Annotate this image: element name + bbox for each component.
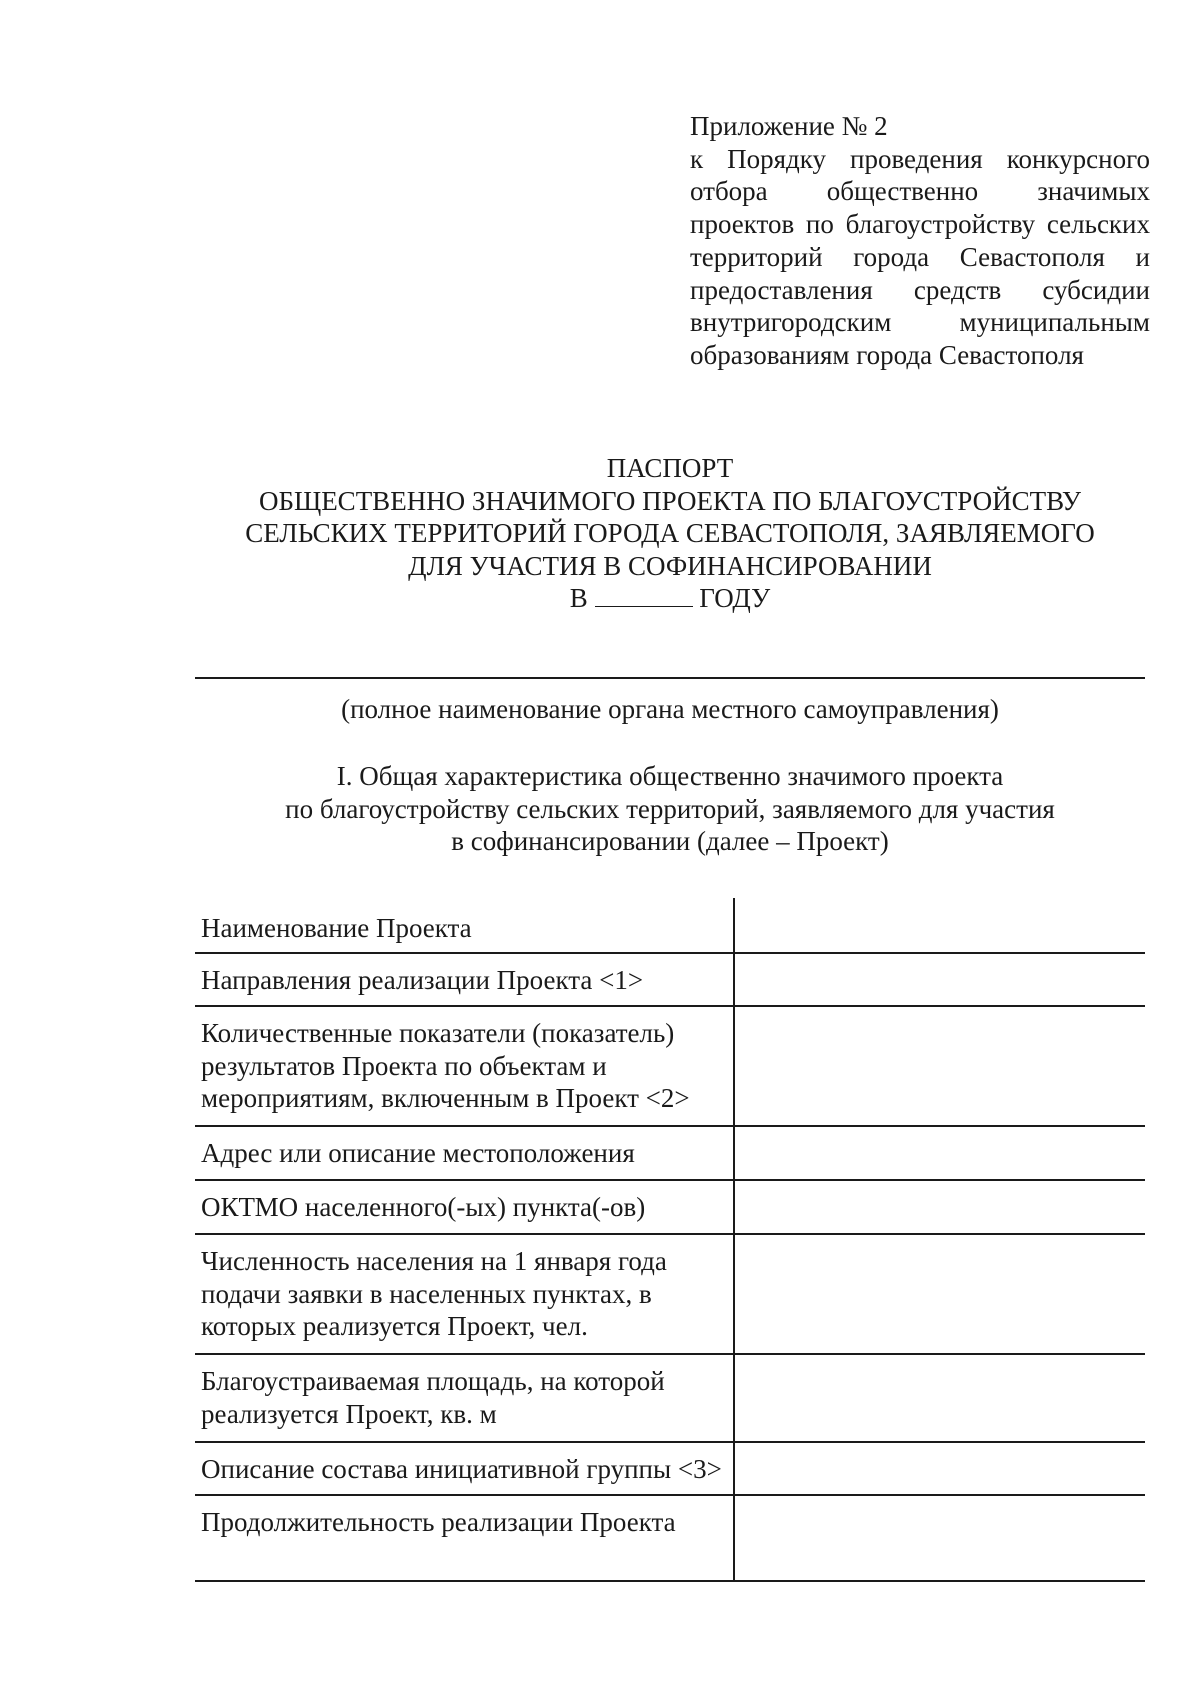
- row-label: Продолжительность реализации Проекта: [201, 1507, 676, 1537]
- table-row: [195, 1353, 1145, 1443]
- title-line-1: ПАСПОРТ: [606, 453, 734, 483]
- year-suffix: ГОДУ: [699, 583, 771, 613]
- row-label: ОКТМО населенного(-ых) пункта(-ов): [201, 1192, 646, 1222]
- section-line-2: по благоустройству сельских территорий, заявляемого для участия: [285, 793, 1055, 824]
- title-year-line: [180, 582, 1160, 615]
- section-line-3: в софинансировании (далее – Проект): [451, 826, 889, 856]
- title-line-3: СЕЛЬСКИХ ТЕРРИТОРИЙ ГОРОДА СЕВАСТОПОЛЯ, ЗАЯВЛЯЕМОГО: [245, 518, 1095, 548]
- section-line-1: I. Общая характеристика общественно значимого проекта: [336, 761, 1004, 791]
- title-line-4: ДЛЯ УЧАСТИЯ В СОФИНАНСИРОВАНИИ: [408, 550, 932, 581]
- row-label: Наименование Проекта: [201, 913, 472, 943]
- appendix-text: к Порядку проведения конкурсного отбора общественно значимых проектов по благоустройству сельских территорий города Севастополя и предоставления средств субсидии внутригородским муниципальным образованиям города Севастополя: [690, 143, 1150, 370]
- row-label: Количественные показатели (показатель) результатов Проекта по объектам и мероприятиям, включенным в Проект <2>: [201, 1018, 690, 1113]
- table-row: [195, 1179, 1145, 1235]
- row-label: Благоустраиваемая площадь, на которой реализуется Проект, кв. м: [201, 1366, 665, 1429]
- org-name-caption: (полное наименование органа местного самоуправления): [341, 694, 999, 724]
- appendix-number: Приложение № 2: [690, 111, 888, 141]
- row-label: Направления реализации Проекта <1>: [201, 965, 644, 995]
- document-title: [180, 452, 1160, 615]
- table-row: [195, 952, 1145, 1007]
- org-name-blank-line: [195, 677, 1145, 679]
- table-row: [195, 1494, 1145, 1582]
- table-row: [195, 1005, 1145, 1127]
- table-row: [195, 1125, 1145, 1181]
- table-row: [195, 898, 1145, 954]
- year-blank-field: [595, 582, 693, 607]
- row-label: Описание состава инициативной группы <3>: [201, 1454, 722, 1484]
- appendix-header: [690, 110, 1150, 372]
- year-prefix: В: [569, 583, 588, 613]
- row-label: Адрес или описание местоположения: [201, 1138, 635, 1168]
- row-label: Численность населения на 1 января года подачи заявки в населенных пунктах, в которых реализуется Проект, чел.: [201, 1246, 667, 1341]
- table-row: [195, 1441, 1145, 1496]
- table-row: [195, 1233, 1145, 1355]
- title-line-2: ОБЩЕСТВЕННО ЗНАЧИМОГО ПРОЕКТА ПО БЛАГОУСТРОЙСТВУ: [258, 485, 1082, 516]
- project-characteristics-table: [195, 898, 1145, 1580]
- section-heading: [195, 760, 1145, 858]
